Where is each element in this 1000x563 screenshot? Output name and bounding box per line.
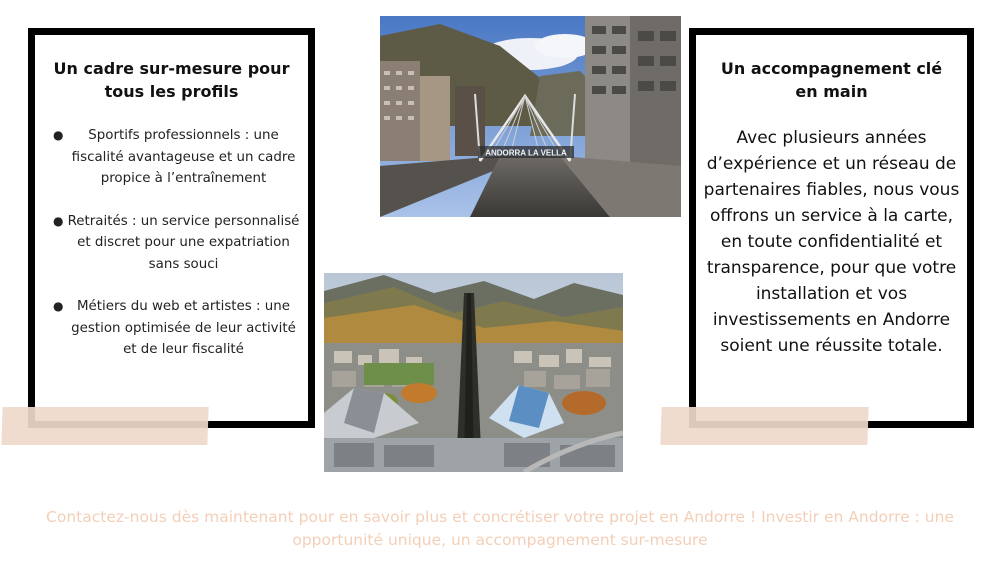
list-item [55, 125, 300, 190]
list-item [55, 296, 300, 361]
service-card-title: Un accompagnement clé en main [720, 59, 943, 101]
tape-decoration [1, 407, 208, 445]
bullet-icon: ● [53, 128, 64, 142]
list-item-text: Sportifs professionnels : une fiscalité avantageuse et un cadre propice à l’entraînement [71, 128, 296, 186]
andorra-street-photo [380, 16, 681, 217]
street-photo-illustration [380, 16, 681, 217]
arch-sign-text: ANDORRA LA VELLA [485, 148, 567, 158]
bullet-icon: ● [53, 299, 64, 313]
bullet-icon: ● [53, 213, 64, 228]
list-item [55, 211, 300, 276]
andorra-aerial-photo [324, 273, 623, 472]
contact-call-to-action: Contactez-nous dès maintenant pour en savoir plus et concrétiser votre projet en Andorre ! Investir en Andorre : une opportunité unique, un accompagnement sur-mesure [46, 508, 954, 549]
service-card-body: Avec plusieurs années d’expérience et un réseau de partenaires fiables, nous vous offrons un service à la carte, en toute confidentialité et transparence, pour que votre installation et vos investissements en Andorre soient une réussite totale. [703, 128, 960, 356]
profiles-card-title: Un cadre sur-mesure pour tous les profils [53, 59, 290, 101]
tape-decoration [660, 407, 868, 445]
service-card [689, 28, 974, 428]
aerial-photo-illustration [324, 273, 623, 472]
list-item-text: Retraités : un service personnalisé et discret pour une expatriation sans souci [67, 213, 300, 272]
profiles-card [28, 28, 315, 428]
profiles-list [55, 125, 300, 361]
list-item-text: Métiers du web et artistes : une gestion optimisée de leur activité et de leur fiscalité [71, 299, 296, 357]
